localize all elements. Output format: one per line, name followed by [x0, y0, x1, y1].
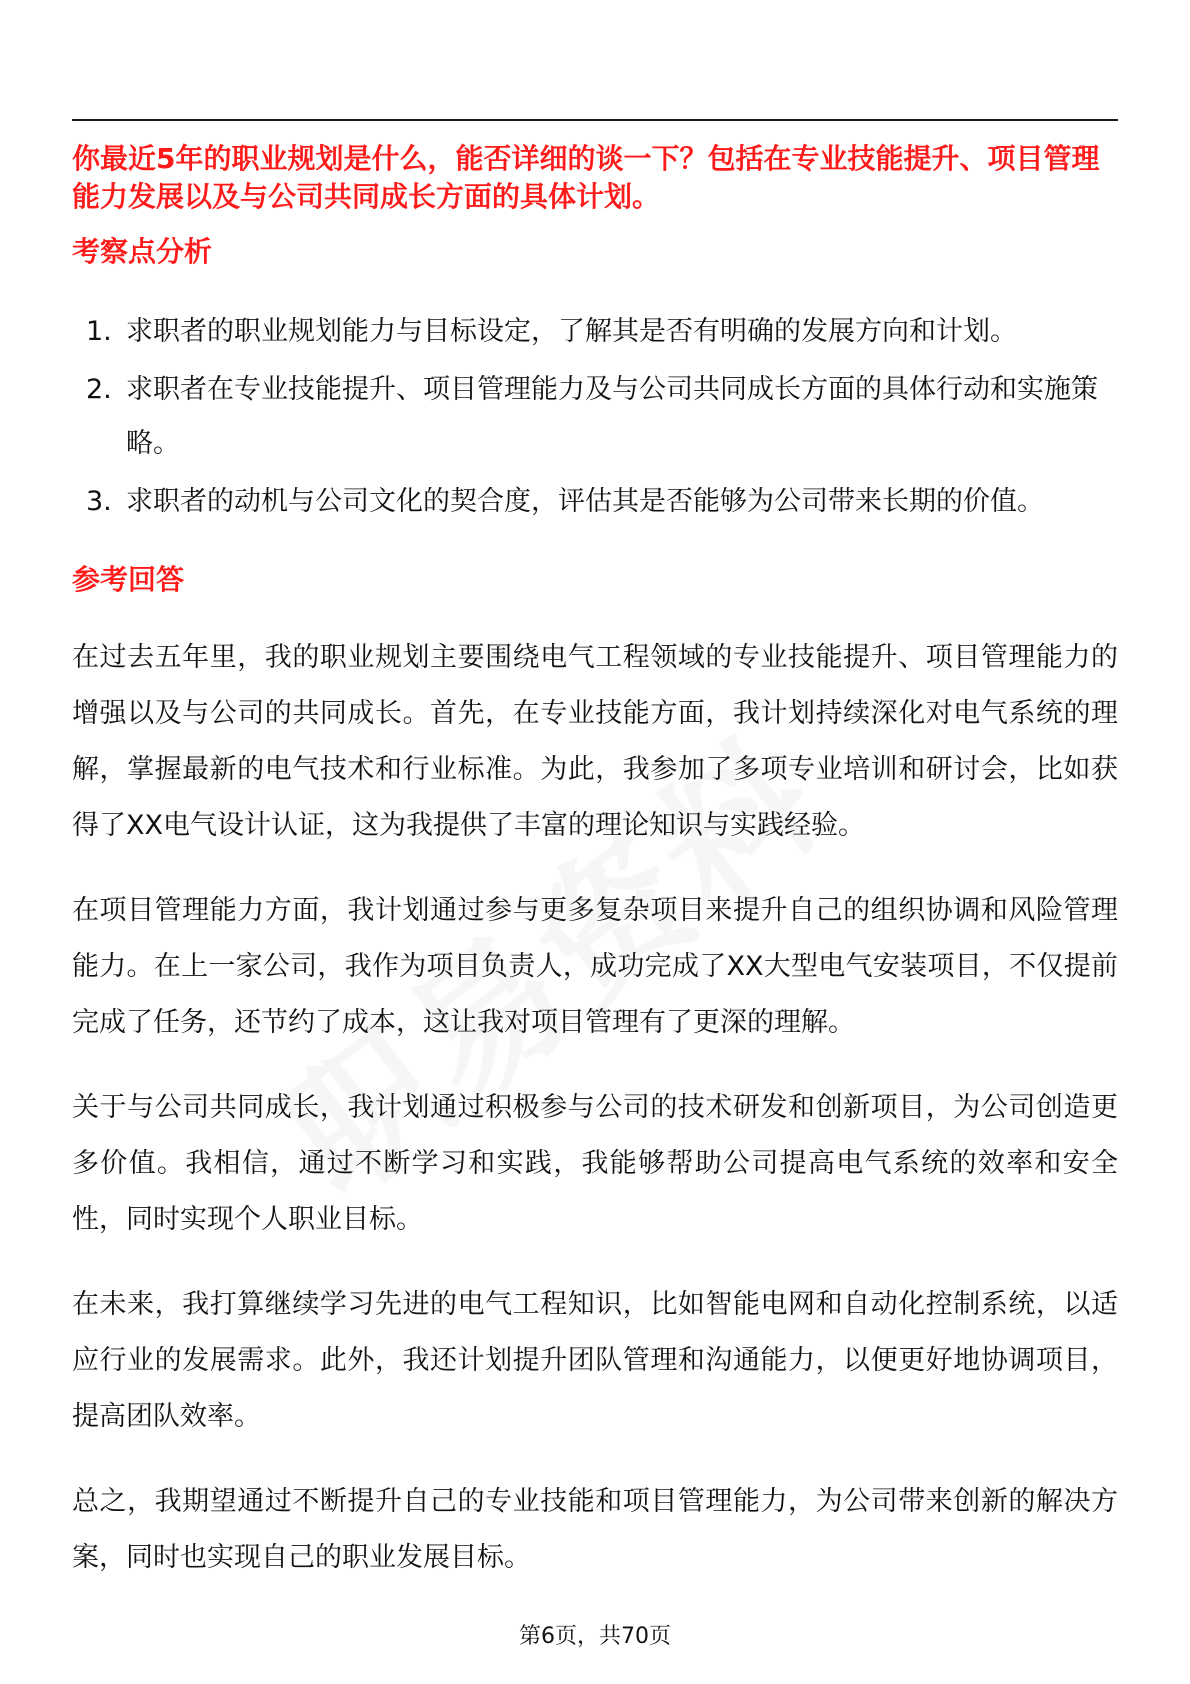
answer-paragraph: 关于与公司共同成长，我计划通过积极参与公司的技术研发和创新项目，为公司创造更多价值。我相信，通过不断学习和实践，我能够帮助公司提高电气系统的效率和安全性，同时实现个人职业目标。: [72, 1092, 1118, 1235]
list-item-text: 求职者的动机与公司文化的契合度，评估其是否能够为公司带来长期的价值。: [126, 486, 1044, 517]
analysis-heading: 考察点分析: [72, 235, 213, 268]
answer-paragraph: 在未来，我打算继续学习先进的电气工程知识，比如智能电网和自动化控制系统，以适应行业的发展需求。此外，我还计划提升团队管理和沟通能力，以便更好地协调项目，提高团队效率。: [72, 1289, 1118, 1432]
answer-body: [72, 630, 1118, 1615]
list-item: [72, 363, 1118, 471]
page-number: 第6页，共70页: [519, 1624, 671, 1649]
answer-paragraph: 在过去五年里，我的职业规划主要围绕电气工程领域的专业技能提升、项目管理能力的增强以及与公司的共同成长。首先，在专业技能方面，我计划持续深化对电气系统的理解，掌握最新的电气技术和行业标准。为此，我参加了多项专业培训和研讨会，比如获得了XX电气设计认证，这为我提供了丰富的理论知识与实践经验。: [72, 642, 1118, 841]
top-divider: [72, 119, 1118, 121]
list-item: [72, 475, 1118, 529]
list-item-number: 2.: [86, 374, 112, 405]
list-item-number: 3.: [86, 486, 112, 517]
list-item: [72, 305, 1118, 359]
analysis-list: [72, 305, 1118, 533]
list-item-number: 1.: [86, 316, 112, 347]
list-item-text: 求职者在专业技能提升、项目管理能力及与公司共同成长方面的具体行动和实施策略。: [126, 374, 1098, 459]
answer-heading: 参考回答: [72, 563, 185, 596]
answer-paragraph: 在项目管理能力方面，我计划通过参与更多复杂项目来提升自己的组织协调和风险管理能力。在上一家公司，我作为项目负责人，成功完成了XX大型电气安装项目，不仅提前完成了任务，还节约了成本，这让我对项目管理有了更深的理解。: [72, 895, 1118, 1038]
question-heading: 你最近5年的职业规划是什么，能否详细的谈一下？包括在专业技能提升、项目管理能力发展以及与公司共同成长方面的具体计划。: [72, 142, 1100, 213]
answer-paragraph: 总之，我期望通过不断提升自己的专业技能和项目管理能力，为公司带来创新的解决方案，同时也实现自己的职业发展目标。: [72, 1486, 1118, 1573]
list-item-text: 求职者的职业规划能力与目标设定，了解其是否有明确的发展方向和计划。: [126, 316, 1017, 347]
